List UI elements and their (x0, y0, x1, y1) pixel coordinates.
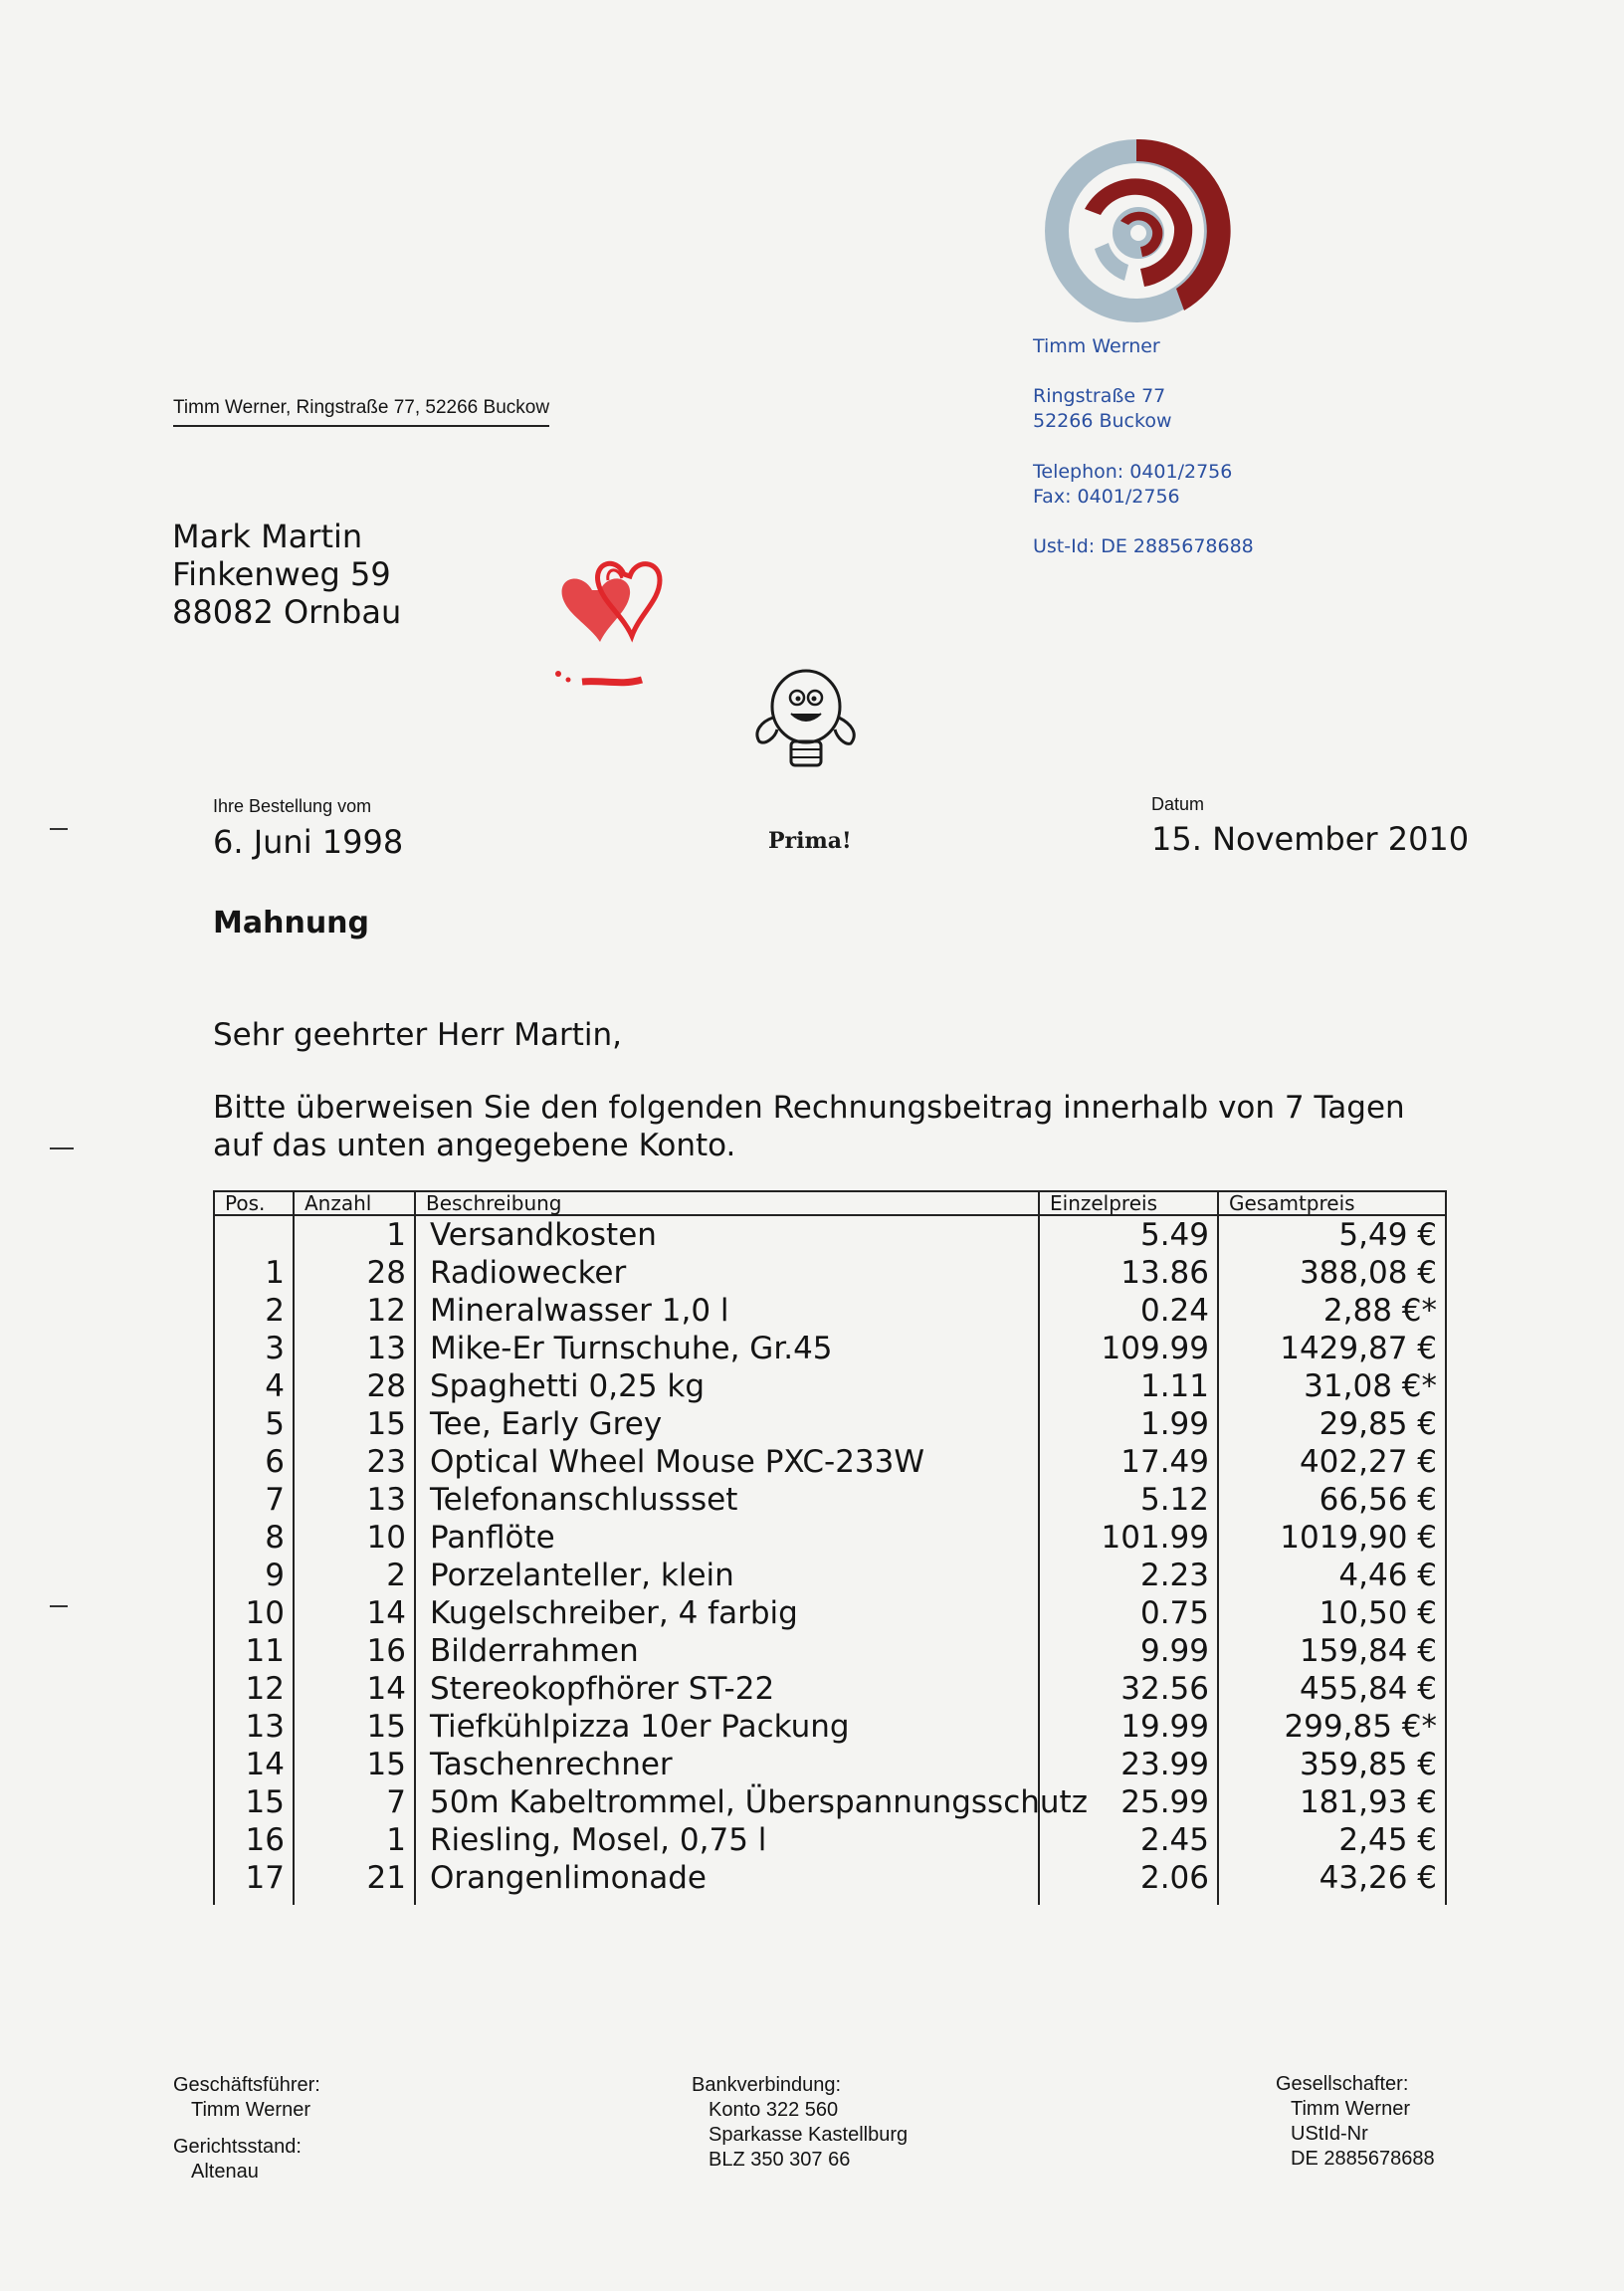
cell-description: Bilderrahmen (415, 1632, 1039, 1670)
footer-company-info (173, 2073, 320, 2185)
cell-pos: 10 (214, 1594, 294, 1632)
cell-total-price: 4,46 € (1218, 1557, 1446, 1594)
table-row (214, 1821, 1446, 1859)
fold-mark-bottom (50, 1605, 68, 1607)
cell-total-price: 359,85 € (1218, 1746, 1446, 1783)
cell-unit-price: 0.24 (1039, 1292, 1218, 1330)
cell-quantity: 2 (294, 1557, 415, 1594)
cell-description: Porzelanteller, klein (415, 1557, 1039, 1594)
cell-description: Telefonanschlussset (415, 1481, 1039, 1519)
cell-unit-price: 17.49 (1039, 1443, 1218, 1481)
spacer-cell (1218, 1897, 1446, 1905)
cell-pos: 14 (214, 1746, 294, 1783)
cell-pos: 5 (214, 1405, 294, 1443)
cell-description: 50m Kabeltrommel, Überspannungsschutz (415, 1783, 1039, 1821)
letterhead-city: 52266 Buckow (1033, 410, 1172, 432)
table-row (214, 1670, 1446, 1708)
table-row (214, 1594, 1446, 1632)
col-header-total-price: Gesamtpreis (1218, 1191, 1446, 1215)
letterhead-phone: Telephon: 0401/2756 (1033, 461, 1233, 483)
cell-quantity: 23 (294, 1443, 415, 1481)
cell-unit-price: 2.45 (1039, 1821, 1218, 1859)
partner-label: Gesellschafter: (1276, 2073, 1409, 2095)
spacer-cell (1039, 1897, 1218, 1905)
date-label: Datum (1151, 794, 1205, 814)
cell-quantity: 10 (294, 1519, 415, 1557)
cell-unit-price: 5.49 (1039, 1215, 1218, 1254)
salutation: Sehr geehrter Herr Martin, (213, 1017, 622, 1053)
cell-quantity: 15 (294, 1405, 415, 1443)
cell-quantity: 13 (294, 1481, 415, 1519)
cell-description: Orangenlimonade (415, 1859, 1039, 1897)
subject-heading: Mahnung (213, 906, 370, 940)
col-header-quantity: Anzahl (294, 1191, 415, 1215)
footer-bank-info (692, 2073, 908, 2173)
cell-description: Panflöte (415, 1519, 1039, 1557)
cell-quantity: 1 (294, 1215, 415, 1254)
table-row (214, 1292, 1446, 1330)
cell-pos: 2 (214, 1292, 294, 1330)
col-header-unit-price: Einzelpreis (1039, 1191, 1218, 1215)
cell-unit-price: 101.99 (1039, 1519, 1218, 1557)
table-row (214, 1632, 1446, 1670)
recipient-address (172, 518, 401, 631)
ceo-name: Timm Werner (191, 2099, 310, 2121)
cell-unit-price: 13.86 (1039, 1254, 1218, 1292)
body-line-2: auf das unten angegebene Konto. (213, 1128, 736, 1163)
cell-unit-price: 19.99 (1039, 1708, 1218, 1746)
vat-id: DE 2885678688 (1291, 2148, 1435, 2170)
letterhead-street: Ringstraße 77 (1033, 385, 1166, 407)
bank-name: Sparkasse Kastellburg (709, 2124, 909, 2146)
col-header-description: Beschreibung (415, 1191, 1039, 1215)
cell-description: Stereokopfhörer ST-22 (415, 1670, 1039, 1708)
cell-description: Radiowecker (415, 1254, 1039, 1292)
partner-name: Timm Werner (1291, 2098, 1410, 2120)
cell-total-price: 66,56 € (1218, 1481, 1446, 1519)
table-bottom-spacer (214, 1897, 1446, 1905)
bank-label: Bankverbindung: (692, 2074, 842, 2096)
hearts-stamp (552, 552, 682, 702)
ceo-label: Geschäftsführer: (173, 2074, 320, 2096)
cell-description: Spaghetti 0,25 kg (415, 1367, 1039, 1405)
cell-total-price: 299,85 €* (1218, 1708, 1446, 1746)
cell-unit-price: 23.99 (1039, 1746, 1218, 1783)
footer-partner-info (1276, 2072, 1435, 2172)
punch-mark (50, 1147, 74, 1149)
cell-description: Tiefkühlpizza 10er Packung (415, 1708, 1039, 1746)
cell-pos: 3 (214, 1330, 294, 1367)
cell-description: Tee, Early Grey (415, 1405, 1039, 1443)
cell-pos: 13 (214, 1708, 294, 1746)
recipient-city: 88082 Ornbau (172, 593, 402, 631)
cell-total-price: 1019,90 € (1218, 1519, 1446, 1557)
cell-quantity: 16 (294, 1632, 415, 1670)
body-paragraph (213, 1089, 1405, 1164)
vat-id-label: UStId-Nr (1291, 2123, 1368, 2145)
cell-pos: 12 (214, 1670, 294, 1708)
cell-unit-price: 9.99 (1039, 1632, 1218, 1670)
cell-quantity: 12 (294, 1292, 415, 1330)
cell-unit-price: 5.12 (1039, 1481, 1218, 1519)
cell-quantity: 28 (294, 1367, 415, 1405)
cell-total-price: 43,26 € (1218, 1859, 1446, 1897)
cell-quantity: 21 (294, 1859, 415, 1897)
letterhead-fax: Fax: 0401/2756 (1033, 486, 1180, 508)
table-row (214, 1215, 1446, 1254)
cell-description: Taschenrechner (415, 1746, 1039, 1783)
cell-unit-price: 0.75 (1039, 1594, 1218, 1632)
cell-unit-price: 25.99 (1039, 1783, 1218, 1821)
cell-unit-price: 32.56 (1039, 1670, 1218, 1708)
cell-total-price: 5,49 € (1218, 1215, 1446, 1254)
cell-total-price: 10,50 € (1218, 1594, 1446, 1632)
cell-pos: 11 (214, 1632, 294, 1670)
cell-description: Kugelschreiber, 4 farbig (415, 1594, 1039, 1632)
cell-quantity: 28 (294, 1254, 415, 1292)
court-name: Altenau (191, 2161, 259, 2183)
col-header-pos: Pos. (214, 1191, 294, 1215)
court-label: Gerichtsstand: (173, 2136, 302, 2158)
cell-unit-price: 2.06 (1039, 1859, 1218, 1897)
sender-return-address: Timm Werner, Ringstraße 77, 52266 Buckow (173, 397, 549, 427)
cell-total-price: 2,45 € (1218, 1821, 1446, 1859)
cell-total-price: 159,84 € (1218, 1632, 1446, 1670)
cell-total-price: 29,85 € (1218, 1405, 1446, 1443)
table-row (214, 1254, 1446, 1292)
letterhead-name: Timm Werner (1033, 335, 1160, 357)
table-row (214, 1367, 1446, 1405)
cell-quantity: 1 (294, 1821, 415, 1859)
table-row (214, 1557, 1446, 1594)
table-header-row (214, 1191, 1446, 1215)
cell-pos: 8 (214, 1519, 294, 1557)
table-row (214, 1746, 1446, 1783)
cell-description: Mineralwasser 1,0 l (415, 1292, 1039, 1330)
cell-description: Mike-Er Turnschuhe, Gr.45 (415, 1330, 1039, 1367)
cell-pos: 6 (214, 1443, 294, 1481)
cell-total-price: 455,84 € (1218, 1670, 1446, 1708)
spacer-cell (294, 1897, 415, 1905)
table-row (214, 1519, 1446, 1557)
cell-total-price: 402,27 € (1218, 1443, 1446, 1481)
body-line-1: Bitte überweisen Sie den folgenden Rechnungsbeitrag innerhalb von 7 Tagen (213, 1090, 1405, 1126)
recipient-street: Finkenweg 59 (172, 555, 391, 593)
cell-pos: 15 (214, 1783, 294, 1821)
cell-quantity: 14 (294, 1670, 415, 1708)
cell-pos: 17 (214, 1859, 294, 1897)
cell-total-price: 1429,87 € (1218, 1330, 1446, 1367)
cell-total-price: 388,08 € (1218, 1254, 1446, 1292)
cell-description: Riesling, Mosel, 0,75 l (415, 1821, 1039, 1859)
table-body (214, 1215, 1446, 1905)
table-row (214, 1330, 1446, 1367)
letter-date: 15. November 2010 (1151, 820, 1470, 858)
cell-quantity: 13 (294, 1330, 415, 1367)
table-row (214, 1443, 1446, 1481)
cell-pos: 9 (214, 1557, 294, 1594)
table-row (214, 1783, 1446, 1821)
cell-quantity: 14 (294, 1594, 415, 1632)
spiral-logo (1025, 129, 1244, 338)
bank-blz: BLZ 350 307 66 (709, 2149, 851, 2171)
cell-pos: 4 (214, 1367, 294, 1405)
cell-total-price: 181,93 € (1218, 1783, 1446, 1821)
cell-pos (214, 1215, 294, 1254)
order-date-label: Ihre Bestellung vom (213, 796, 372, 816)
cell-quantity: 15 (294, 1746, 415, 1783)
order-date: 6. Juni 1998 (213, 823, 404, 861)
cell-quantity: 7 (294, 1783, 415, 1821)
cell-quantity: 15 (294, 1708, 415, 1746)
cell-unit-price: 1.99 (1039, 1405, 1218, 1443)
cell-description: Optical Wheel Mouse PXC-233W (415, 1443, 1039, 1481)
table-row (214, 1405, 1446, 1443)
fold-mark-top (50, 828, 68, 830)
table-row (214, 1481, 1446, 1519)
items-table (213, 1190, 1447, 1905)
bank-account: Konto 322 560 (709, 2099, 839, 2121)
cell-pos: 1 (214, 1254, 294, 1292)
lightbulb-stamp (731, 662, 881, 811)
table-row (214, 1859, 1446, 1897)
spacer-cell (214, 1897, 294, 1905)
cell-unit-price: 1.11 (1039, 1367, 1218, 1405)
cell-unit-price: 109.99 (1039, 1330, 1218, 1367)
spacer-cell (415, 1897, 1039, 1905)
letterhead-vat: Ust-Id: DE 2885678688 (1033, 535, 1254, 557)
cell-total-price: 2,88 €* (1218, 1292, 1446, 1330)
stamp-caption: Prima! (768, 828, 852, 854)
cell-unit-price: 2.23 (1039, 1557, 1218, 1594)
cell-description: Versandkosten (415, 1215, 1039, 1254)
cell-total-price: 31,08 €* (1218, 1367, 1446, 1405)
table-row (214, 1708, 1446, 1746)
cell-pos: 16 (214, 1821, 294, 1859)
cell-pos: 7 (214, 1481, 294, 1519)
recipient-name: Mark Martin (172, 518, 363, 555)
